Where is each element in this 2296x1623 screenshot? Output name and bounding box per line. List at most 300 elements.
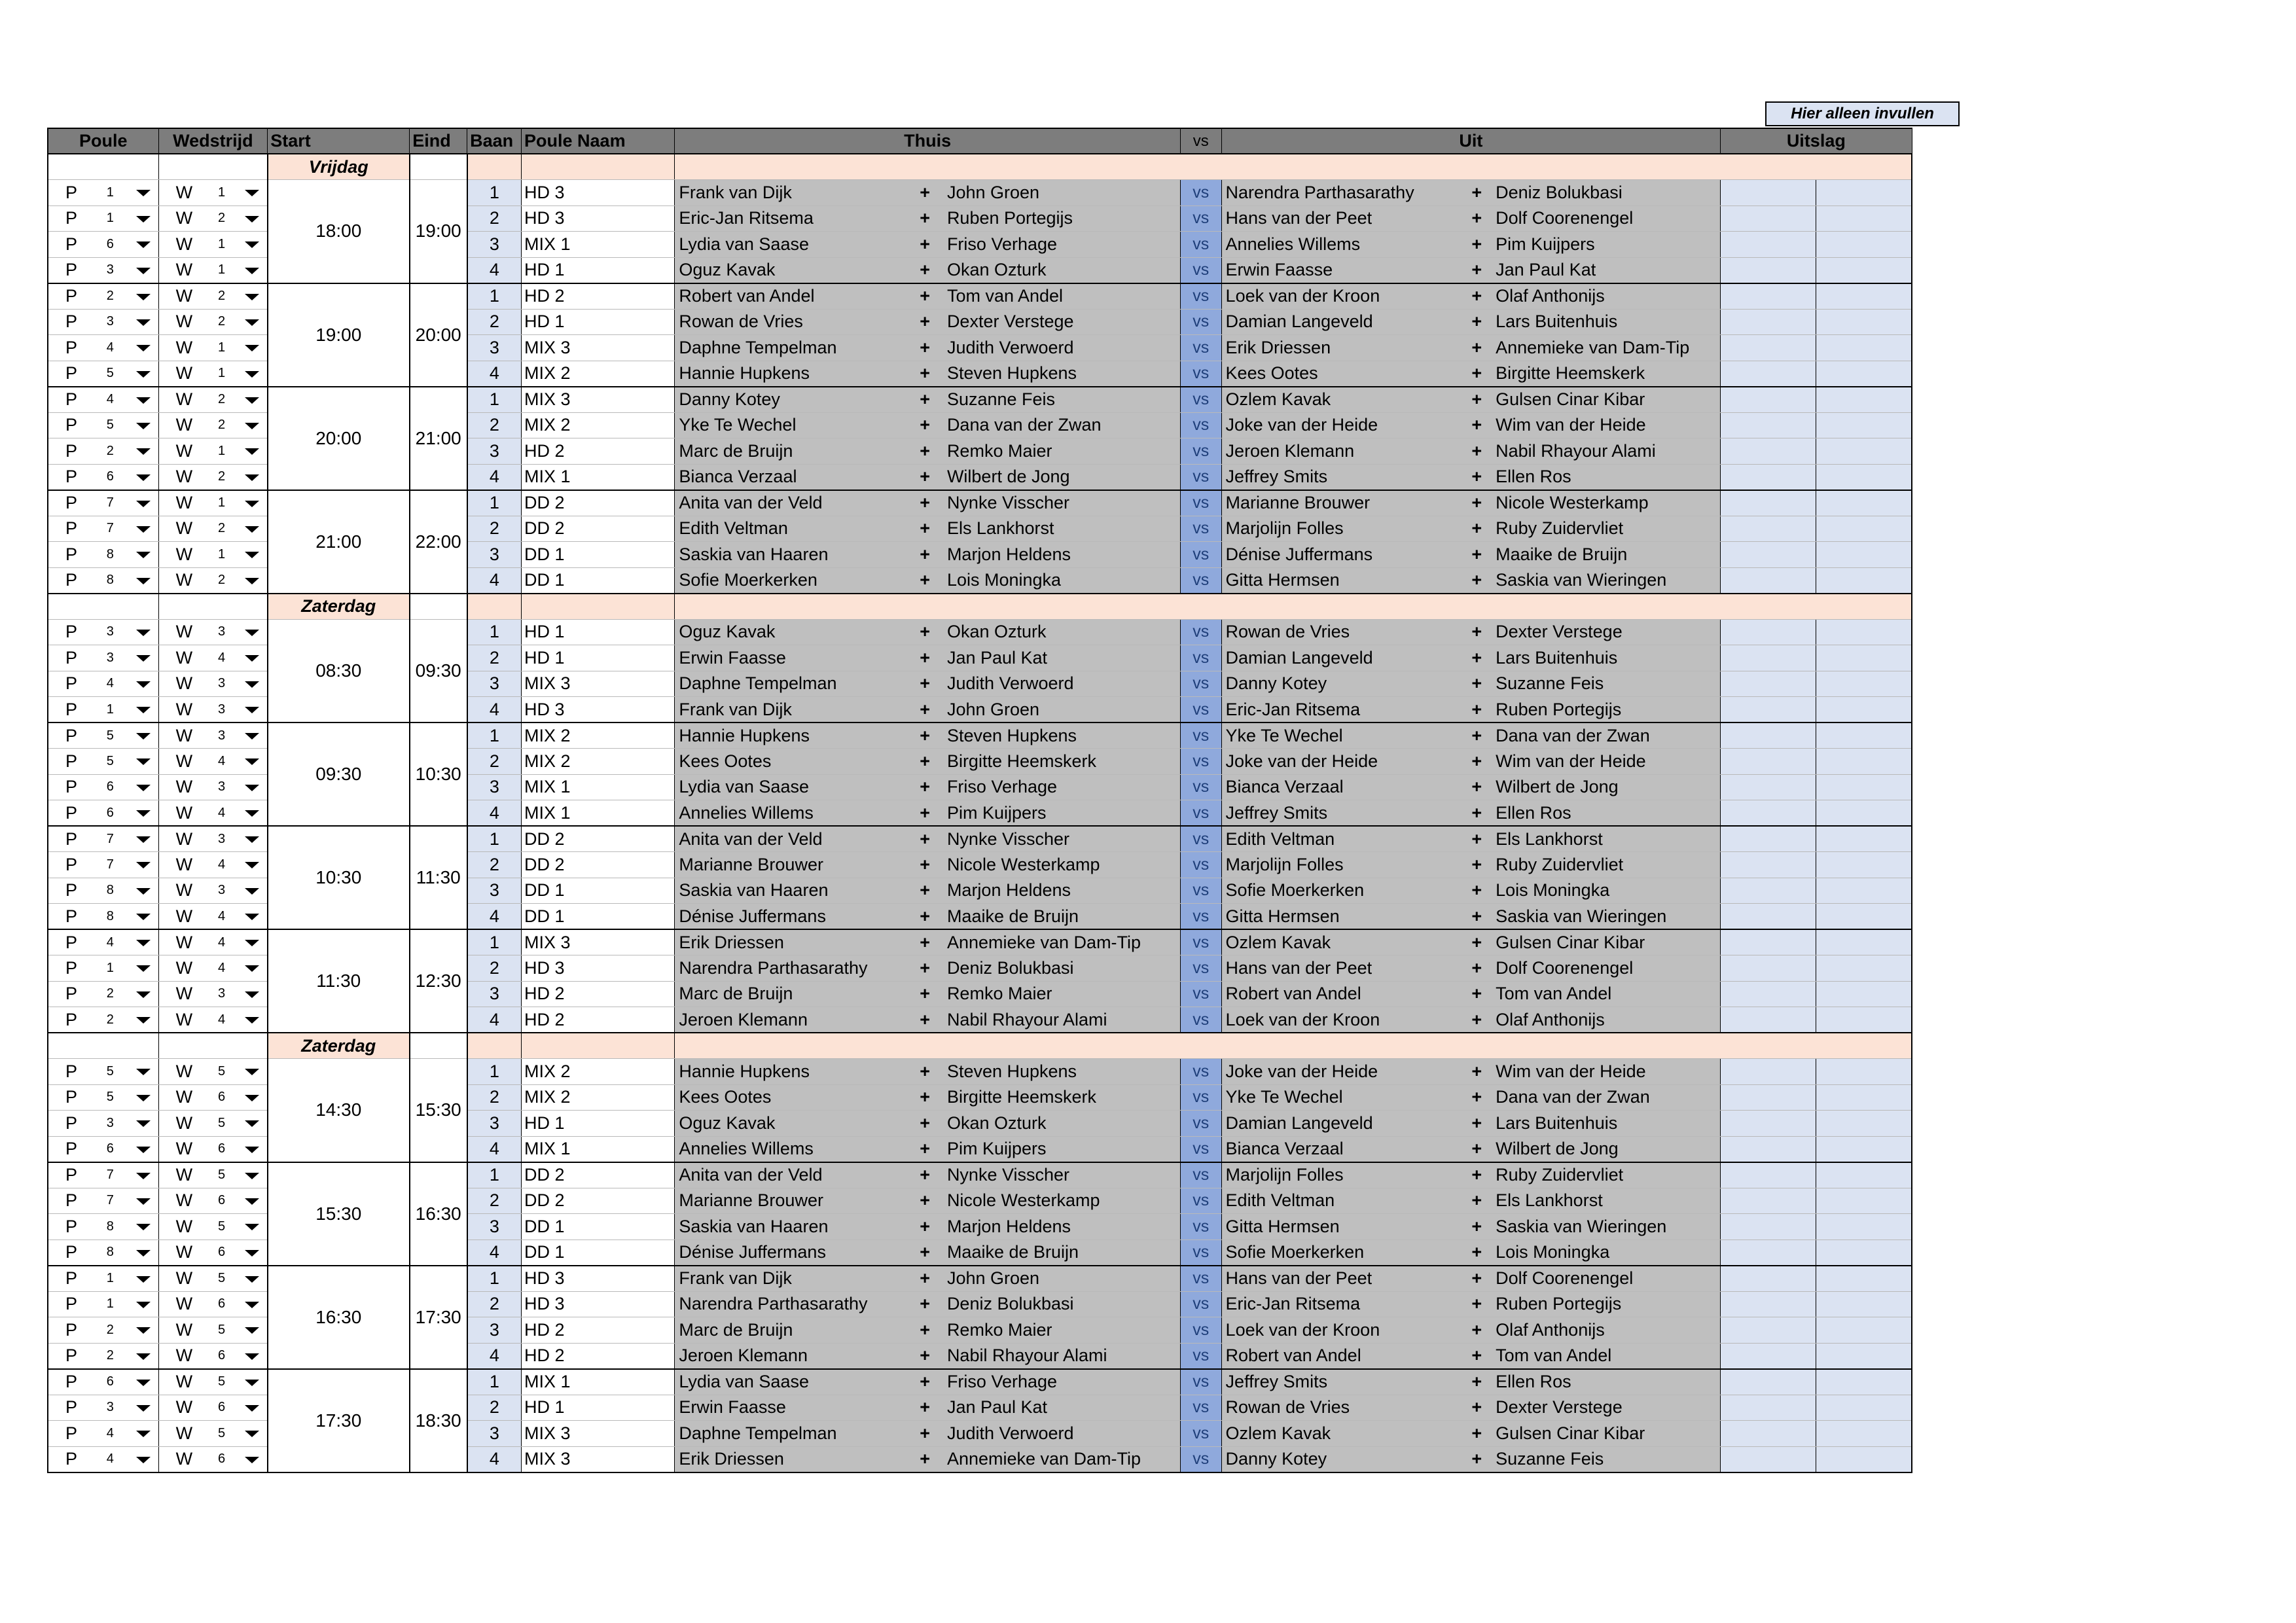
wedstrijd-number-dropdown[interactable] [213, 619, 268, 645]
wedstrijd-number-dropdown[interactable] [213, 1446, 268, 1472]
dropdown-arrow-icon[interactable] [245, 733, 259, 740]
result-input-home[interactable] [1721, 387, 1816, 413]
result-input-away[interactable] [1816, 438, 1912, 465]
dropdown-arrow-icon[interactable] [245, 862, 259, 868]
dropdown-arrow-icon[interactable] [136, 1353, 151, 1360]
dropdown-arrow-icon[interactable] [245, 1276, 259, 1283]
result-input-away[interactable] [1816, 852, 1912, 878]
result-input-home[interactable] [1721, 955, 1816, 982]
wedstrijd-number-dropdown[interactable] [213, 464, 268, 490]
result-input-away[interactable] [1816, 1136, 1912, 1162]
poule-number-dropdown[interactable] [101, 1188, 158, 1214]
dropdown-arrow-icon[interactable] [245, 940, 259, 946]
result-input-away[interactable] [1816, 1007, 1912, 1033]
poule-number-dropdown[interactable] [101, 1240, 158, 1266]
poule-number-dropdown[interactable] [101, 387, 158, 413]
dropdown-arrow-icon[interactable] [136, 241, 151, 248]
dropdown-arrow-icon[interactable] [245, 681, 259, 688]
poule-number-dropdown[interactable] [101, 283, 158, 310]
result-input-home[interactable] [1721, 1136, 1816, 1162]
dropdown-arrow-icon[interactable] [136, 1431, 151, 1437]
wedstrijd-number-dropdown[interactable] [213, 205, 268, 232]
dropdown-arrow-icon[interactable] [245, 319, 259, 326]
dropdown-arrow-icon[interactable] [136, 1405, 151, 1412]
dropdown-arrow-icon[interactable] [136, 1095, 151, 1101]
result-input-home[interactable] [1721, 1421, 1816, 1447]
poule-number-dropdown[interactable] [101, 774, 158, 800]
home-player-2: Pim Kuijpers [943, 800, 1180, 827]
wedstrijd-number-dropdown[interactable] [213, 232, 268, 258]
poule-name: DD 2 [522, 826, 675, 852]
result-input-away[interactable] [1816, 826, 1912, 852]
result-input-home[interactable] [1721, 1240, 1816, 1266]
dropdown-arrow-icon[interactable] [245, 1405, 259, 1412]
dropdown-arrow-icon[interactable] [136, 810, 151, 817]
plus-sign: + [906, 800, 943, 827]
dropdown-arrow-icon[interactable] [245, 190, 259, 196]
wedstrijd-number-dropdown[interactable] [213, 1266, 268, 1292]
result-input-away[interactable] [1816, 878, 1912, 904]
poule-number-dropdown[interactable] [101, 1291, 158, 1317]
result-input-home[interactable] [1721, 464, 1816, 490]
result-input-away[interactable] [1816, 749, 1912, 775]
wedstrijd-number-dropdown[interactable] [213, 335, 268, 361]
wedstrijd-number-dropdown[interactable] [213, 981, 268, 1007]
poule-number-dropdown[interactable] [101, 490, 158, 516]
dropdown-arrow-icon[interactable] [245, 1173, 259, 1179]
dropdown-arrow-icon[interactable] [136, 1276, 151, 1283]
baan-number: 2 [467, 1395, 522, 1421]
poule-number-dropdown[interactable] [101, 722, 158, 749]
wedstrijd-number-dropdown[interactable] [213, 1007, 268, 1033]
wedstrijd-number-dropdown[interactable] [213, 567, 268, 594]
poule-number-dropdown[interactable] [101, 1421, 158, 1447]
result-input-home[interactable] [1721, 180, 1816, 206]
wedstrijd-number-dropdown[interactable] [213, 826, 268, 852]
dropdown-arrow-icon[interactable] [136, 991, 151, 998]
result-input-away[interactable] [1816, 800, 1912, 827]
poule-number-dropdown[interactable] [101, 1266, 158, 1292]
poule-number-dropdown[interactable] [101, 981, 158, 1007]
result-input-away[interactable] [1816, 516, 1912, 542]
poule-number-dropdown[interactable] [101, 464, 158, 490]
poule-number-dropdown[interactable] [101, 1111, 158, 1137]
poule-number-dropdown[interactable] [101, 1136, 158, 1162]
result-input-home[interactable] [1721, 1188, 1816, 1214]
dropdown-arrow-icon[interactable] [136, 1327, 151, 1334]
dropdown-arrow-icon[interactable] [245, 526, 259, 533]
result-input-away[interactable] [1816, 180, 1912, 206]
dropdown-arrow-icon[interactable] [136, 216, 151, 223]
result-input-away[interactable] [1816, 955, 1912, 982]
result-input-away[interactable] [1816, 1395, 1912, 1421]
result-input-away[interactable] [1816, 1214, 1912, 1240]
dropdown-arrow-icon[interactable] [136, 862, 151, 868]
dropdown-arrow-icon[interactable] [245, 965, 259, 972]
result-input-away[interactable] [1816, 1369, 1912, 1395]
wedstrijd-number-dropdown[interactable] [213, 1214, 268, 1240]
poule-number-dropdown[interactable] [101, 645, 158, 671]
dropdown-arrow-icon[interactable] [136, 758, 151, 765]
poule-number-dropdown[interactable] [101, 671, 158, 697]
wedstrijd-number-dropdown[interactable] [213, 645, 268, 671]
result-input-home[interactable] [1721, 412, 1816, 438]
wedstrijd-number-dropdown[interactable] [213, 722, 268, 749]
result-input-away[interactable] [1816, 542, 1912, 568]
result-input-away[interactable] [1816, 619, 1912, 645]
dropdown-arrow-icon[interactable] [245, 1302, 259, 1308]
dropdown-arrow-icon[interactable] [245, 758, 259, 765]
result-input-home[interactable] [1721, 1446, 1816, 1472]
dropdown-arrow-icon[interactable] [136, 1120, 151, 1127]
dropdown-arrow-icon[interactable] [136, 1457, 151, 1463]
poule-number-dropdown[interactable] [101, 361, 158, 387]
poule-number-dropdown[interactable] [101, 232, 158, 258]
result-input-away[interactable] [1816, 1291, 1912, 1317]
dropdown-arrow-icon[interactable] [136, 1198, 151, 1205]
result-input-home[interactable] [1721, 671, 1816, 697]
result-input-home[interactable] [1721, 283, 1816, 310]
poule-number-dropdown[interactable] [101, 205, 158, 232]
result-input-away[interactable] [1816, 567, 1912, 594]
result-input-home[interactable] [1721, 1162, 1816, 1188]
dropdown-arrow-icon[interactable] [136, 965, 151, 972]
dropdown-arrow-icon[interactable] [245, 810, 259, 817]
wedstrijd-number-dropdown[interactable] [213, 516, 268, 542]
result-input-away[interactable] [1816, 1084, 1912, 1111]
dropdown-arrow-icon[interactable] [245, 1250, 259, 1257]
dropdown-arrow-icon[interactable] [245, 991, 259, 998]
result-input-away[interactable] [1816, 904, 1912, 930]
result-input-home[interactable] [1721, 904, 1816, 930]
result-input-away[interactable] [1816, 1059, 1912, 1085]
result-input-home[interactable] [1721, 257, 1816, 283]
result-input-home[interactable] [1721, 722, 1816, 749]
poule-number-dropdown[interactable] [101, 800, 158, 827]
result-input-home[interactable] [1721, 1111, 1816, 1137]
dropdown-arrow-icon[interactable] [136, 294, 151, 300]
wedstrijd-number-dropdown[interactable] [213, 412, 268, 438]
poule-number-dropdown[interactable] [101, 542, 158, 568]
result-input-home[interactable] [1721, 1343, 1816, 1369]
poule-number-dropdown[interactable] [101, 929, 158, 955]
poule-number-dropdown[interactable] [101, 826, 158, 852]
dropdown-arrow-icon[interactable] [136, 707, 151, 713]
result-input-home[interactable] [1721, 800, 1816, 827]
dropdown-arrow-icon[interactable] [245, 371, 259, 378]
wedstrijd-number-dropdown[interactable] [213, 1188, 268, 1214]
result-input-away[interactable] [1816, 929, 1912, 955]
poule-number-dropdown[interactable] [101, 749, 158, 775]
dropdown-arrow-icon[interactable] [245, 1457, 259, 1463]
result-input-home[interactable] [1721, 1317, 1816, 1344]
dropdown-arrow-icon[interactable] [136, 1147, 151, 1153]
wedstrijd-number-dropdown[interactable] [213, 1421, 268, 1447]
result-input-away[interactable] [1816, 309, 1912, 335]
dropdown-arrow-icon[interactable] [245, 345, 259, 351]
result-input-away[interactable] [1816, 387, 1912, 413]
poule-number-dropdown[interactable] [101, 852, 158, 878]
poule-number-dropdown[interactable] [101, 309, 158, 335]
result-input-away[interactable] [1816, 645, 1912, 671]
dropdown-arrow-icon[interactable] [245, 578, 259, 584]
dropdown-arrow-icon[interactable] [245, 1095, 259, 1101]
dropdown-arrow-icon[interactable] [136, 1302, 151, 1308]
wedstrijd-number-dropdown[interactable] [213, 1162, 268, 1188]
result-input-home[interactable] [1721, 1369, 1816, 1395]
baan-number: 4 [467, 1136, 522, 1162]
result-input-home[interactable] [1721, 981, 1816, 1007]
dropdown-arrow-icon[interactable] [136, 785, 151, 791]
result-input-away[interactable] [1816, 232, 1912, 258]
poule-number-dropdown[interactable] [101, 1007, 158, 1033]
poule-number-dropdown[interactable] [101, 619, 158, 645]
dropdown-arrow-icon[interactable] [136, 655, 151, 662]
result-input-home[interactable] [1721, 205, 1816, 232]
dropdown-arrow-icon[interactable] [245, 268, 259, 274]
dropdown-arrow-icon[interactable] [136, 474, 151, 481]
wedstrijd-number-dropdown[interactable] [213, 1317, 268, 1344]
result-input-away[interactable] [1816, 412, 1912, 438]
result-input-home[interactable] [1721, 929, 1816, 955]
result-input-home[interactable] [1721, 438, 1816, 465]
dropdown-arrow-icon[interactable] [245, 552, 259, 558]
dropdown-arrow-icon[interactable] [245, 241, 259, 248]
wedstrijd-number-dropdown-value: 5 [217, 1063, 226, 1079]
result-input-home[interactable] [1721, 1291, 1816, 1317]
wedstrijd-number-dropdown[interactable] [213, 490, 268, 516]
poule-number-dropdown[interactable] [101, 412, 158, 438]
result-input-away[interactable] [1816, 464, 1912, 490]
dropdown-arrow-icon[interactable] [136, 319, 151, 326]
result-input-home[interactable] [1721, 645, 1816, 671]
result-input-home[interactable] [1721, 1214, 1816, 1240]
wedstrijd-number-dropdown[interactable] [213, 180, 268, 206]
poule-number-dropdown[interactable] [101, 180, 158, 206]
wedstrijd-number-dropdown[interactable] [213, 1084, 268, 1111]
wedstrijd-number-dropdown[interactable] [213, 361, 268, 387]
dropdown-arrow-icon[interactable] [245, 1120, 259, 1127]
poule-number-dropdown[interactable] [101, 878, 158, 904]
dropdown-arrow-icon[interactable] [245, 630, 259, 636]
dropdown-arrow-icon[interactable] [245, 216, 259, 223]
wedstrijd-number-dropdown[interactable] [213, 697, 268, 723]
dropdown-arrow-icon[interactable] [136, 1380, 151, 1386]
wedstrijd-number-dropdown[interactable] [213, 1343, 268, 1369]
dropdown-arrow-icon[interactable] [245, 1147, 259, 1153]
result-input-away[interactable] [1816, 1266, 1912, 1292]
result-input-home[interactable] [1721, 567, 1816, 594]
poule-number-dropdown[interactable] [101, 697, 158, 723]
dropdown-arrow-icon[interactable] [136, 397, 151, 404]
wedstrijd-number-dropdown[interactable] [213, 774, 268, 800]
result-input-home[interactable] [1721, 309, 1816, 335]
away-player-2: Ellen Ros [1492, 1369, 1721, 1395]
result-input-home[interactable] [1721, 619, 1816, 645]
poule-number-dropdown[interactable] [101, 438, 158, 465]
poule-number-dropdown[interactable] [101, 1369, 158, 1395]
result-input-home[interactable] [1721, 361, 1816, 387]
dropdown-arrow-icon[interactable] [245, 397, 259, 404]
dropdown-arrow-icon[interactable] [136, 268, 151, 274]
poule-number-dropdown[interactable] [101, 1059, 158, 1085]
result-input-away[interactable] [1816, 1188, 1912, 1214]
result-input-home[interactable] [1721, 1059, 1816, 1085]
wedstrijd-number-dropdown[interactable] [213, 1291, 268, 1317]
poule-number-dropdown[interactable] [101, 1395, 158, 1421]
result-input-home[interactable] [1721, 335, 1816, 361]
result-input-away[interactable] [1816, 1446, 1912, 1472]
result-input-home[interactable] [1721, 542, 1816, 568]
dropdown-arrow-icon[interactable] [136, 448, 151, 455]
dropdown-arrow-icon[interactable] [245, 655, 259, 662]
poule-number-dropdown[interactable] [101, 955, 158, 982]
dropdown-arrow-icon[interactable] [245, 294, 259, 300]
dropdown-arrow-icon[interactable] [136, 1017, 151, 1024]
dropdown-arrow-icon[interactable] [136, 371, 151, 378]
result-input-home[interactable] [1721, 852, 1816, 878]
poule-number-dropdown[interactable] [101, 1214, 158, 1240]
poule-number-dropdown[interactable] [101, 257, 158, 283]
dropdown-arrow-icon[interactable] [136, 578, 151, 584]
dropdown-arrow-icon[interactable] [136, 1069, 151, 1075]
result-input-away[interactable] [1816, 257, 1912, 283]
poule-number-dropdown[interactable] [101, 516, 158, 542]
wedstrijd-number-dropdown[interactable] [213, 438, 268, 465]
dropdown-arrow-icon[interactable] [245, 501, 259, 507]
wedstrijd-letter: W [158, 516, 213, 542]
wedstrijd-number-dropdown[interactable] [213, 800, 268, 827]
poule-number-dropdown[interactable] [101, 904, 158, 930]
wedstrijd-number-dropdown[interactable] [213, 387, 268, 413]
poule-number-dropdown[interactable] [101, 1084, 158, 1111]
dropdown-arrow-icon[interactable] [245, 423, 259, 429]
dropdown-arrow-icon[interactable] [136, 836, 151, 843]
wedstrijd-number-dropdown[interactable] [213, 1395, 268, 1421]
home-player-1: Hannie Hupkens [675, 361, 906, 387]
result-input-home[interactable] [1721, 774, 1816, 800]
wedstrijd-number-dropdown[interactable] [213, 749, 268, 775]
poule-number-dropdown[interactable] [101, 335, 158, 361]
wedstrijd-number-dropdown[interactable] [213, 1136, 268, 1162]
dropdown-arrow-icon[interactable] [245, 1224, 259, 1230]
dropdown-arrow-icon[interactable] [136, 630, 151, 636]
result-input-home[interactable] [1721, 826, 1816, 852]
dropdown-arrow-icon[interactable] [136, 345, 151, 351]
dropdown-arrow-icon[interactable] [136, 190, 151, 196]
result-input-home[interactable] [1721, 878, 1816, 904]
dropdown-arrow-icon[interactable] [136, 423, 151, 429]
dropdown-arrow-icon[interactable] [245, 1380, 259, 1386]
result-input-away[interactable] [1816, 361, 1912, 387]
dropdown-arrow-icon[interactable] [136, 552, 151, 558]
result-input-away[interactable] [1816, 1421, 1912, 1447]
result-input-home[interactable] [1721, 516, 1816, 542]
dropdown-arrow-icon[interactable] [245, 836, 259, 843]
poule-number-dropdown[interactable] [101, 1343, 158, 1369]
dropdown-arrow-icon[interactable] [136, 1224, 151, 1230]
result-input-away[interactable] [1816, 774, 1912, 800]
result-input-home[interactable] [1721, 1007, 1816, 1033]
dropdown-arrow-icon[interactable] [245, 707, 259, 713]
result-input-away[interactable] [1816, 335, 1912, 361]
dropdown-arrow-icon[interactable] [136, 733, 151, 740]
wedstrijd-number-dropdown[interactable] [213, 1111, 268, 1137]
poule-number-dropdown[interactable] [101, 567, 158, 594]
result-input-away[interactable] [1816, 205, 1912, 232]
result-input-home[interactable] [1721, 490, 1816, 516]
dropdown-arrow-icon[interactable] [245, 1431, 259, 1437]
result-input-away[interactable] [1816, 1111, 1912, 1137]
poule-number-dropdown[interactable] [101, 1446, 158, 1472]
poule-number-dropdown[interactable] [101, 1317, 158, 1344]
result-input-home[interactable] [1721, 1084, 1816, 1111]
wedstrijd-number-dropdown[interactable] [213, 283, 268, 310]
dropdown-arrow-icon[interactable] [245, 448, 259, 455]
home-player-1: Annelies Willems [675, 1136, 906, 1162]
dropdown-arrow-icon[interactable] [136, 1250, 151, 1257]
day-blank [48, 594, 101, 620]
dropdown-arrow-icon[interactable] [245, 1017, 259, 1024]
result-input-away[interactable] [1816, 1317, 1912, 1344]
result-input-away[interactable] [1816, 283, 1912, 310]
dropdown-arrow-icon[interactable] [245, 474, 259, 481]
poule-name: MIX 1 [522, 232, 675, 258]
result-input-home[interactable] [1721, 697, 1816, 723]
dropdown-arrow-icon[interactable] [136, 681, 151, 688]
result-input-away[interactable] [1816, 981, 1912, 1007]
wedstrijd-number-dropdown[interactable] [213, 309, 268, 335]
dropdown-arrow-icon[interactable] [245, 785, 259, 791]
result-input-home[interactable] [1721, 1266, 1816, 1292]
wedstrijd-number-dropdown[interactable] [213, 929, 268, 955]
dropdown-arrow-icon[interactable] [245, 888, 259, 895]
result-input-away[interactable] [1816, 697, 1912, 723]
dropdown-arrow-icon[interactable] [245, 1069, 259, 1075]
dropdown-arrow-icon[interactable] [136, 1173, 151, 1179]
dropdown-arrow-icon[interactable] [136, 501, 151, 507]
result-input-away[interactable] [1816, 1240, 1912, 1266]
result-input-away[interactable] [1816, 490, 1912, 516]
poule-number-dropdown[interactable] [101, 1162, 158, 1188]
dropdown-arrow-icon[interactable] [245, 1353, 259, 1360]
dropdown-arrow-icon[interactable] [136, 940, 151, 946]
wedstrijd-number-dropdown[interactable] [213, 1240, 268, 1266]
dropdown-arrow-icon[interactable] [245, 914, 259, 920]
wedstrijd-number-dropdown[interactable] [213, 878, 268, 904]
dropdown-arrow-icon[interactable] [136, 526, 151, 533]
result-input-away[interactable] [1816, 1162, 1912, 1188]
wedstrijd-number-dropdown[interactable] [213, 671, 268, 697]
dropdown-arrow-icon[interactable] [136, 888, 151, 895]
result-input-away[interactable] [1816, 1343, 1912, 1369]
wedstrijd-number-dropdown[interactable] [213, 904, 268, 930]
result-input-away[interactable] [1816, 722, 1912, 749]
dropdown-arrow-icon[interactable] [245, 1198, 259, 1205]
wedstrijd-number-dropdown[interactable] [213, 1059, 268, 1085]
wedstrijd-number-dropdown[interactable] [213, 955, 268, 982]
wedstrijd-number-dropdown[interactable] [213, 257, 268, 283]
result-input-home[interactable] [1721, 1395, 1816, 1421]
result-input-away[interactable] [1816, 671, 1912, 697]
result-input-home[interactable] [1721, 749, 1816, 775]
wedstrijd-number-dropdown[interactable] [213, 852, 268, 878]
result-input-home[interactable] [1721, 232, 1816, 258]
wedstrijd-number-dropdown[interactable] [213, 1369, 268, 1395]
wedstrijd-number-dropdown[interactable] [213, 542, 268, 568]
dropdown-arrow-icon[interactable] [245, 1327, 259, 1334]
dropdown-arrow-icon[interactable] [136, 914, 151, 920]
